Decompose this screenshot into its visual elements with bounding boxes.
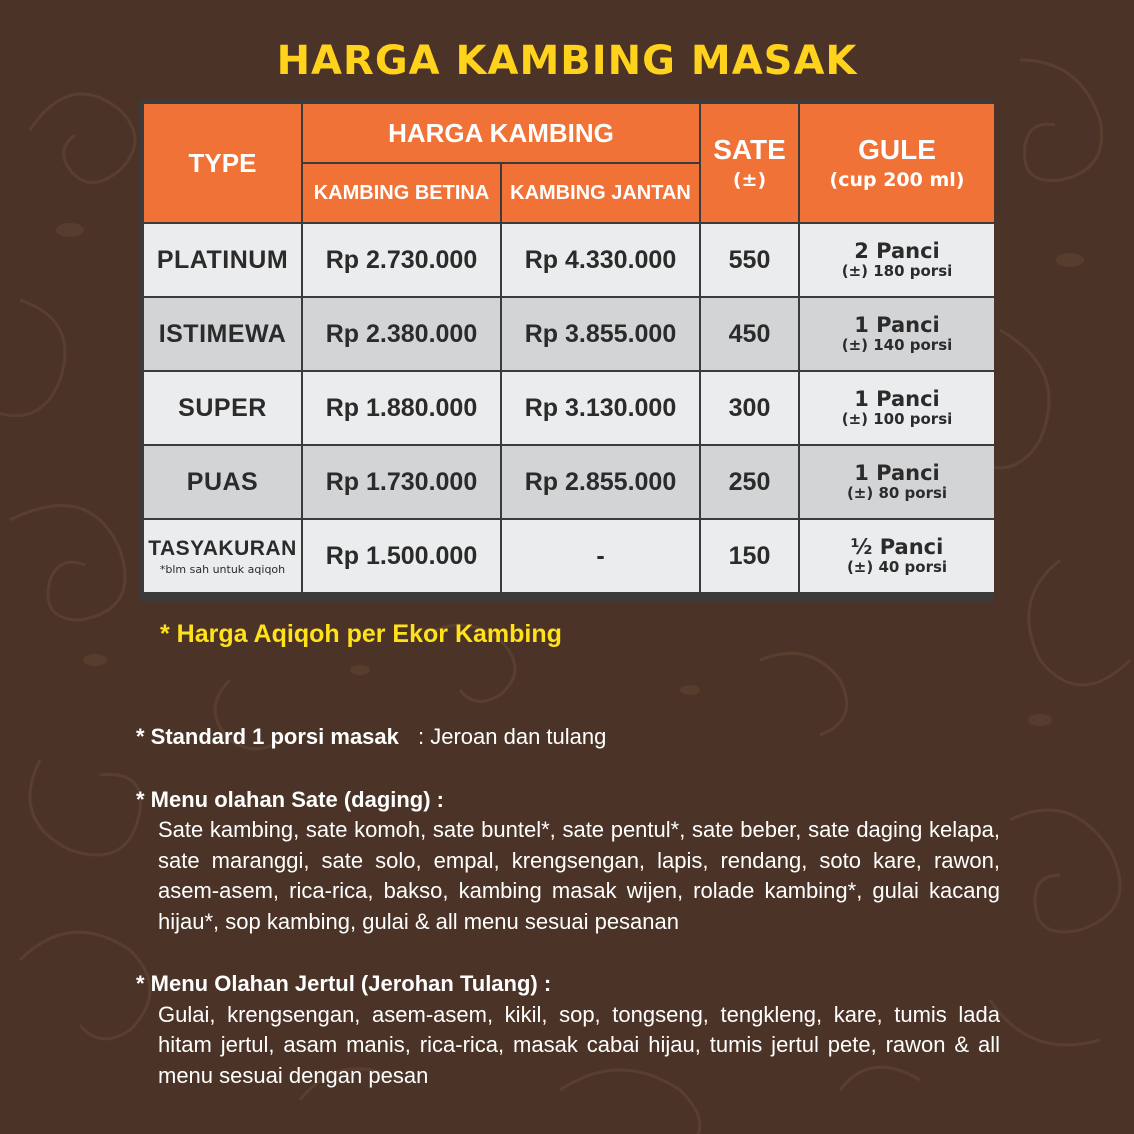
row-betina: Rp 1.730.000 (303, 446, 500, 518)
header-sate (701, 104, 798, 222)
standard-label: * Standard 1 porsi masak (136, 724, 399, 749)
row-gule (800, 298, 994, 370)
row-gule-panci: 1 Panci (854, 313, 940, 338)
row-sate: 450 (701, 298, 798, 370)
row-gule-panci: 1 Panci (854, 461, 940, 486)
header-jantan: KAMBING JANTAN (502, 164, 699, 222)
row-gule-porsi: (±) 100 porsi (841, 410, 953, 429)
row-type-label: ISTIMEWA (158, 319, 287, 348)
row-jantan: Rp 3.130.000 (502, 372, 699, 444)
row-betina: Rp 2.730.000 (303, 224, 500, 296)
jertul-menu-text: Gulai, krengsengan, asem-asem, kikil, sop, tongseng, tengkleng, kare, tumis lada hitam jertul, asam manis, rica-rica, masak cabai hijau, tumis jertul pete, rawon & all menu sesuai dengan pesan (158, 1001, 1000, 1088)
header-sate-label: SATE (713, 134, 786, 166)
table-row (144, 446, 994, 518)
row-sate: 550 (701, 224, 798, 296)
row-gule-panci: 2 Panci (854, 239, 940, 264)
standard-note (136, 722, 1000, 753)
row-gule-panci: 1 Panci (854, 387, 940, 412)
page-title: HARGA KAMBING MASAK (276, 38, 858, 84)
menu-notes (136, 722, 1000, 1091)
row-type-label: TASYAKURAN (148, 536, 297, 560)
row-type (144, 298, 301, 370)
row-type (144, 520, 301, 592)
row-sate: 250 (701, 446, 798, 518)
table-row (144, 372, 994, 444)
row-type (144, 224, 301, 296)
row-sate: 300 (701, 372, 798, 444)
header-gule (800, 104, 994, 222)
row-jantan: Rp 3.855.000 (502, 298, 699, 370)
table-row (144, 224, 994, 296)
sate-menu-heading: * Menu olahan Sate (daging) : (136, 786, 445, 812)
header-type: TYPE (144, 104, 301, 222)
aqiqoh-footnote: * Harga Aqiqoh per Ekor Kambing (160, 620, 562, 648)
row-type-label: PLATINUM (156, 245, 289, 274)
row-type-label: SUPER (178, 393, 267, 422)
row-gule-porsi: (±) 40 porsi (846, 558, 948, 577)
row-gule (800, 372, 994, 444)
row-betina: Rp 1.500.000 (303, 520, 500, 592)
row-gule-porsi: (±) 80 porsi (846, 484, 948, 503)
header-gule-sub: (cup 200 ml) (829, 168, 965, 191)
row-type-label: PUAS (186, 467, 259, 496)
header-harga-kambing: HARGA KAMBING (303, 104, 699, 162)
table-row (144, 298, 994, 370)
sate-menu-text: Sate kambing, sate komoh, sate buntel*, sate pentul*, sate beber, sate daging kelapa, sate maranggi, sate solo, empal, krengsengan, lapis, rendang, soto kare, rawon, asem-asem, rica-rica, bakso, kambing masak wijen, rolade kambing*, gulai kacang hijau*, sop kambing, gulai & all menu sesuai pesanan (158, 817, 1000, 934)
price-table (140, 100, 994, 602)
row-gule-porsi: (±) 180 porsi (841, 262, 953, 281)
row-jantan: Rp 2.855.000 (502, 446, 699, 518)
row-gule (800, 224, 994, 296)
row-gule (800, 520, 994, 592)
header-sate-sub: (±) (732, 168, 767, 191)
row-type (144, 372, 301, 444)
row-gule (800, 446, 994, 518)
header-betina: KAMBING BETINA (303, 164, 500, 222)
row-type-note: *blm sah untuk aqiqoh (159, 562, 286, 576)
row-sate: 150 (701, 520, 798, 592)
jertul-menu-heading: * Menu Olahan Jertul (Jerohan Tulang) : (136, 971, 552, 996)
row-jantan: Rp 4.330.000 (502, 224, 699, 296)
row-jantan: - (502, 520, 699, 592)
table-row (144, 520, 994, 592)
row-type (144, 446, 301, 518)
row-gule-porsi: (±) 140 porsi (841, 336, 953, 355)
row-gule-panci: ½ Panci (850, 535, 944, 560)
header-gule-label: GULE (858, 134, 936, 166)
row-betina: Rp 2.380.000 (303, 298, 500, 370)
row-betina: Rp 1.880.000 (303, 372, 500, 444)
standard-value: : Jeroan dan tulang (418, 724, 607, 749)
